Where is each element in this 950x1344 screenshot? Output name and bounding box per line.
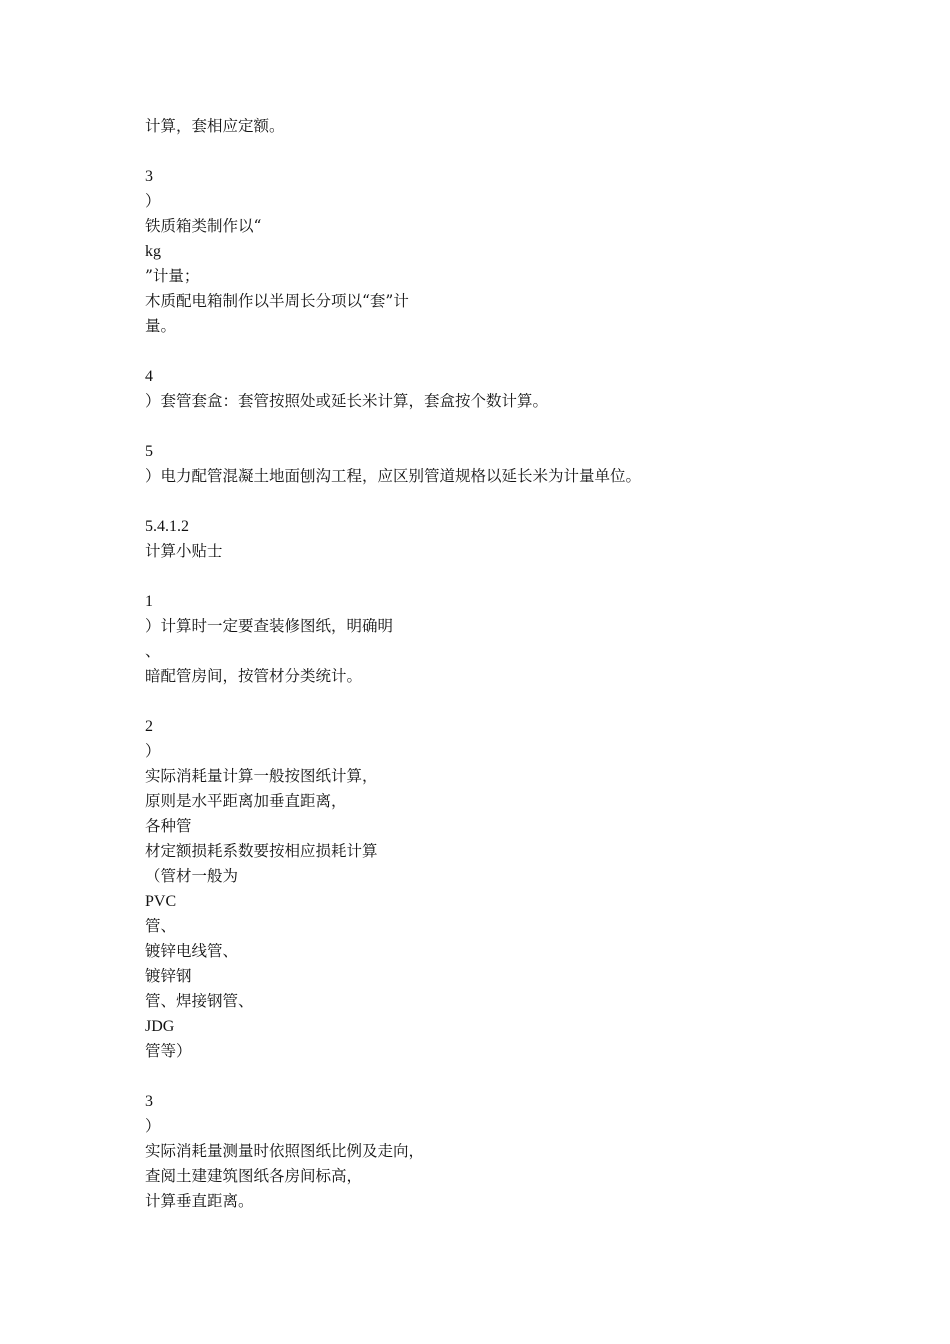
list-number: 3 bbox=[145, 1093, 153, 1110]
text-line: ）电力配管混凝土地面刨沟工程，应区别管道规格以延长米为计量单位。 bbox=[145, 467, 642, 485]
text-line: 管等） bbox=[145, 1042, 192, 1060]
blank-line bbox=[145, 339, 865, 364]
list-number: 4 bbox=[145, 368, 153, 385]
text-line: ） bbox=[145, 1117, 161, 1135]
text-line: PVC bbox=[145, 893, 177, 910]
text-line: 、 bbox=[145, 642, 161, 660]
blank-line bbox=[145, 139, 865, 164]
section-title: 计算小贴士 bbox=[145, 542, 223, 560]
text-line: 量。 bbox=[145, 317, 177, 335]
text-line: 管、焊接钢管、 bbox=[145, 992, 254, 1010]
list-number: 3 bbox=[145, 168, 153, 185]
blank-line bbox=[145, 689, 865, 714]
text-line: 镀锌钢 bbox=[145, 967, 192, 985]
text-line: 木质配电箱制作以半周长分项以“套”计 bbox=[145, 292, 409, 310]
section-number: 5.4.1.2 bbox=[145, 518, 189, 535]
text-line: ）计算时一定要查装修图纸，明确明 bbox=[145, 617, 394, 635]
text-line: 计算垂直距离。 bbox=[145, 1192, 254, 1210]
blank-line bbox=[145, 564, 865, 589]
text-line: ”计量； bbox=[145, 267, 200, 285]
text-line: 暗配管房间，按管材分类统计。 bbox=[145, 667, 363, 685]
text-line: 原则是水平距离加垂直距离， bbox=[145, 792, 347, 810]
text-line: 铁质箱类制作以“ bbox=[145, 217, 262, 235]
text-line: 查阅土建建筑图纸各房间标高， bbox=[145, 1167, 363, 1185]
text-line: 管、 bbox=[145, 917, 177, 935]
list-number: 1 bbox=[145, 593, 153, 610]
list-number: 5 bbox=[145, 443, 153, 460]
blank-line bbox=[145, 1064, 865, 1089]
blank-line bbox=[145, 414, 865, 439]
text-line: 实际消耗量测量时依照图纸比例及走向， bbox=[145, 1142, 425, 1160]
document-page bbox=[145, 114, 865, 1214]
text-line: ）套管套盒：套管按照处或延长米计算，套盒按个数计算。 bbox=[145, 392, 549, 410]
text-line: JDG bbox=[145, 1018, 175, 1035]
text-line: 计算，套相应定额。 bbox=[145, 117, 285, 135]
text-line: （管材一般为 bbox=[145, 867, 239, 885]
text-line: ） bbox=[145, 192, 161, 210]
list-number: 2 bbox=[145, 718, 153, 735]
text-line: 各种管 bbox=[145, 817, 192, 835]
blank-line bbox=[145, 489, 865, 514]
text-line: 实际消耗量计算一般按图纸计算， bbox=[145, 767, 378, 785]
text-line: ） bbox=[145, 742, 161, 760]
text-line: 材定额损耗系数要按相应损耗计算 bbox=[145, 842, 378, 860]
text-line: 镀锌电线管、 bbox=[145, 942, 239, 960]
text-line: kg bbox=[145, 243, 161, 260]
